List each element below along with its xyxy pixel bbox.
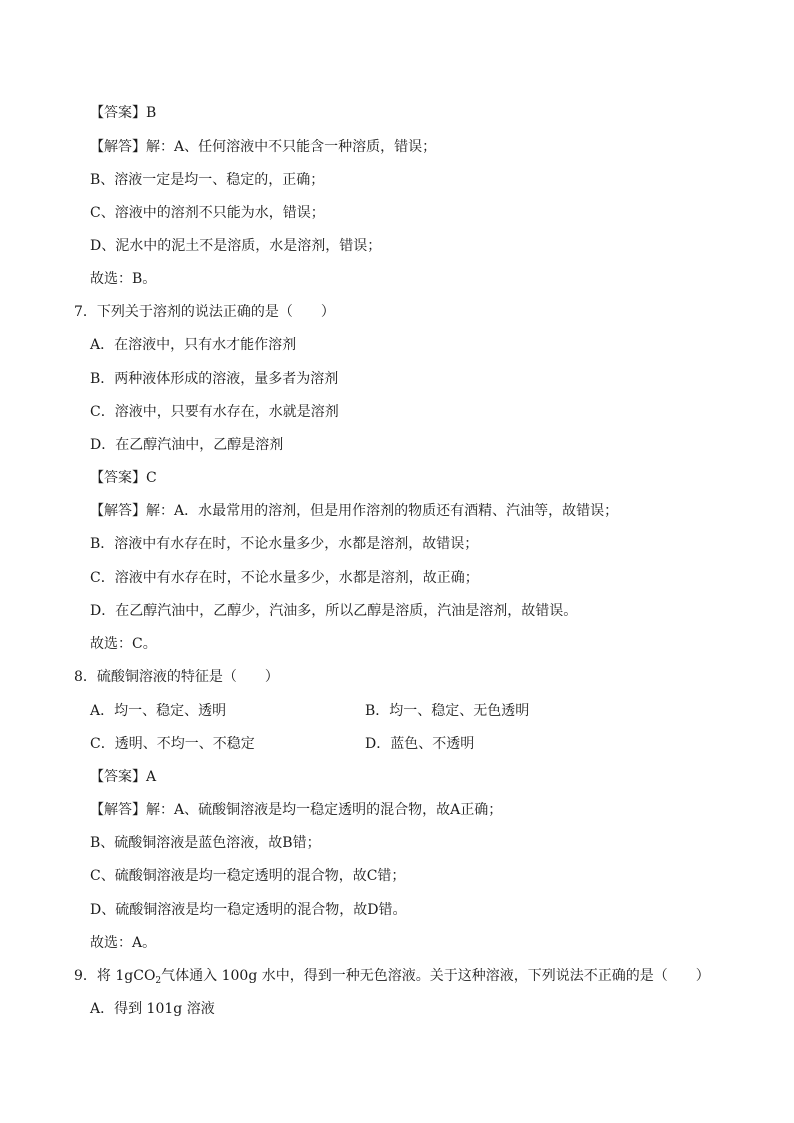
q8-option: D．蓝色、不透明	[365, 736, 475, 752]
q6-analysis-line: D、泥水中的泥土不是溶质，水是溶剂，错误；	[90, 238, 382, 254]
q8-analysis-line: B、硫酸铜溶液是蓝色溶液，故B错；	[90, 835, 321, 851]
q6-answer: 【答案】B	[90, 105, 157, 121]
q7-option: D．在乙醇汽油中，乙醇是溶剂	[90, 437, 284, 453]
q7-stem: 7．下列关于溶剂的说法正确的是（ ）	[74, 304, 335, 320]
q8-answer: 【答案】A	[90, 769, 157, 785]
q6-analysis-line: 【解答】解：A、任何溶液中不只能含一种溶质，错误；	[90, 139, 437, 155]
q9-stem-suffix: 气体通入 100g 水中，得到一种无色溶液。关于这种溶液，下列说法不正确的是（ ）	[161, 968, 710, 984]
q9-stem	[74, 967, 710, 985]
q8-option: A．均一、稳定、透明	[90, 703, 227, 719]
q7-analysis-line: B．溶液中有水存在时，不论水量多少，水都是溶剂，故错误；	[90, 536, 479, 552]
q9-option: A．得到 101g 溶液	[90, 1001, 215, 1017]
q8-option: B．均一、稳定、无色透明	[365, 703, 530, 719]
q6-analysis-line: B、溶液一定是均一、稳定的，正确；	[90, 172, 325, 188]
q7-answer: 【答案】C	[90, 470, 157, 486]
q8-analysis-line: 【解答】解：A、硫酸铜溶液是均一稳定透明的混合物，故A正确；	[90, 802, 503, 818]
q8-option: C．透明、不均一、不稳定	[90, 736, 255, 752]
q7-analysis-line: 【解答】解：A．水最常用的溶剂，但是用作溶剂的物质还有酒精、汽油等，故错误；	[90, 503, 619, 519]
q7-option: C．溶液中，只要有水存在，水就是溶剂	[90, 404, 339, 420]
q8-analysis-line: 故选：A。	[90, 935, 157, 951]
q8-analysis-line: D、硫酸铜溶液是均一稳定透明的混合物，故D错。	[90, 902, 407, 918]
q6-analysis-line: 故选：B。	[90, 271, 157, 287]
q7-analysis-line: D．在乙醇汽油中，乙醇少，汽油多，所以乙醇是溶质，汽油是溶剂，故错误。	[90, 603, 578, 619]
q7-analysis-line: 故选：C。	[90, 636, 157, 652]
q8-stem: 8．硫酸铜溶液的特征是（ ）	[74, 669, 279, 685]
q9-stem-prefix: 9．将 1gCO	[74, 968, 156, 984]
q7-option: B．两种液体形成的溶液，量多者为溶剂	[90, 371, 339, 387]
q8-analysis-line: C、硫酸铜溶液是均一稳定透明的混合物，故C错；	[90, 868, 406, 884]
q7-analysis-line: C．溶液中有水存在时，不论水量多少，水都是溶剂，故正确；	[90, 570, 479, 586]
q6-analysis-line: C、溶液中的溶剂不只能为水，错误；	[90, 205, 325, 221]
q7-option: A．在溶液中，只有水才能作溶剂	[90, 337, 297, 353]
q9-stem-subscript: 2	[155, 976, 162, 986]
